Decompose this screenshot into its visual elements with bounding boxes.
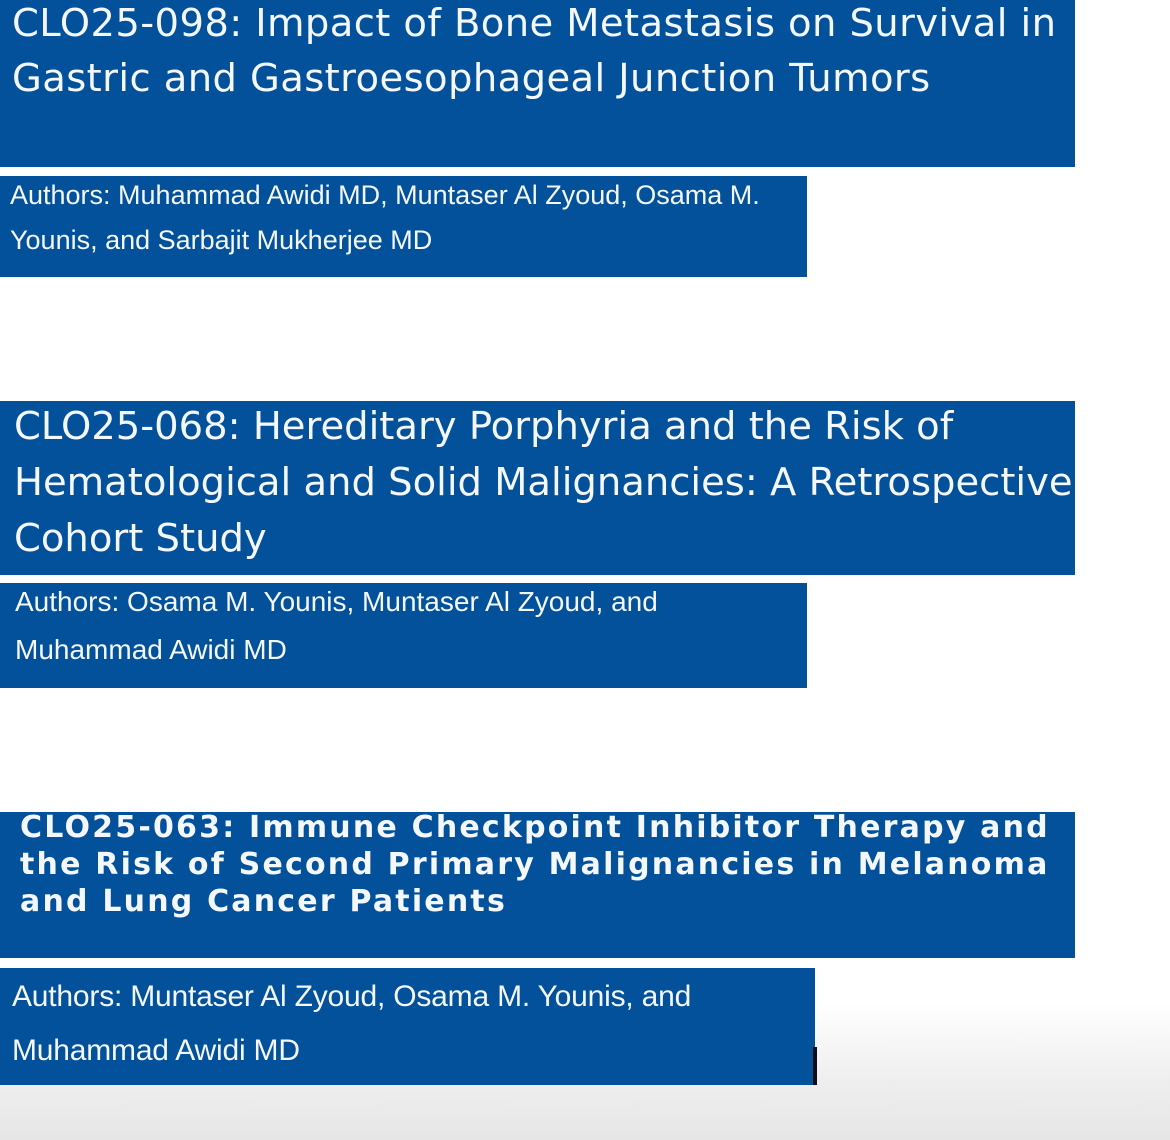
paper-3-authors	[0, 968, 815, 1085]
paper-3-title-text: CLO25-063: Immune Checkpoint Inhibitor Therapy and the Risk of Second Primary Malignancies in Melanoma and Lung Cancer Patients	[20, 810, 1050, 919]
paper-2-title	[0, 401, 1075, 575]
crop-edge-divider	[813, 1047, 817, 1085]
paper-2-title-text: CLO25-068: Hereditary Porphyria and the Risk of Hematological and Solid Malignancies: A Retrospective Cohort Study	[14, 404, 1073, 561]
paper-2-authors	[0, 583, 807, 688]
paper-3-title	[0, 812, 1075, 958]
paper-1-title	[0, 0, 1075, 167]
paper-2-authors-text: Authors: Osama M. Younis, Muntaser Al Zyoud, and Muhammad Awidi MD	[15, 586, 658, 665]
paper-3-authors-text: Authors: Muntaser Al Zyoud, Osama M. Younis, and Muhammad Awidi MD	[12, 980, 692, 1067]
paper-1-authors	[0, 176, 807, 277]
paper-1-authors-text: Authors: Muhammad Awidi MD, Muntaser Al Zyoud, Osama M. Younis, and Sarbajit Mukherjee MD	[10, 180, 760, 255]
paper-1-title-text: CLO25-098: Impact of Bone Metastasis on Survival in Gastric and Gastroesophageal Junction Tumors	[12, 1, 1057, 101]
